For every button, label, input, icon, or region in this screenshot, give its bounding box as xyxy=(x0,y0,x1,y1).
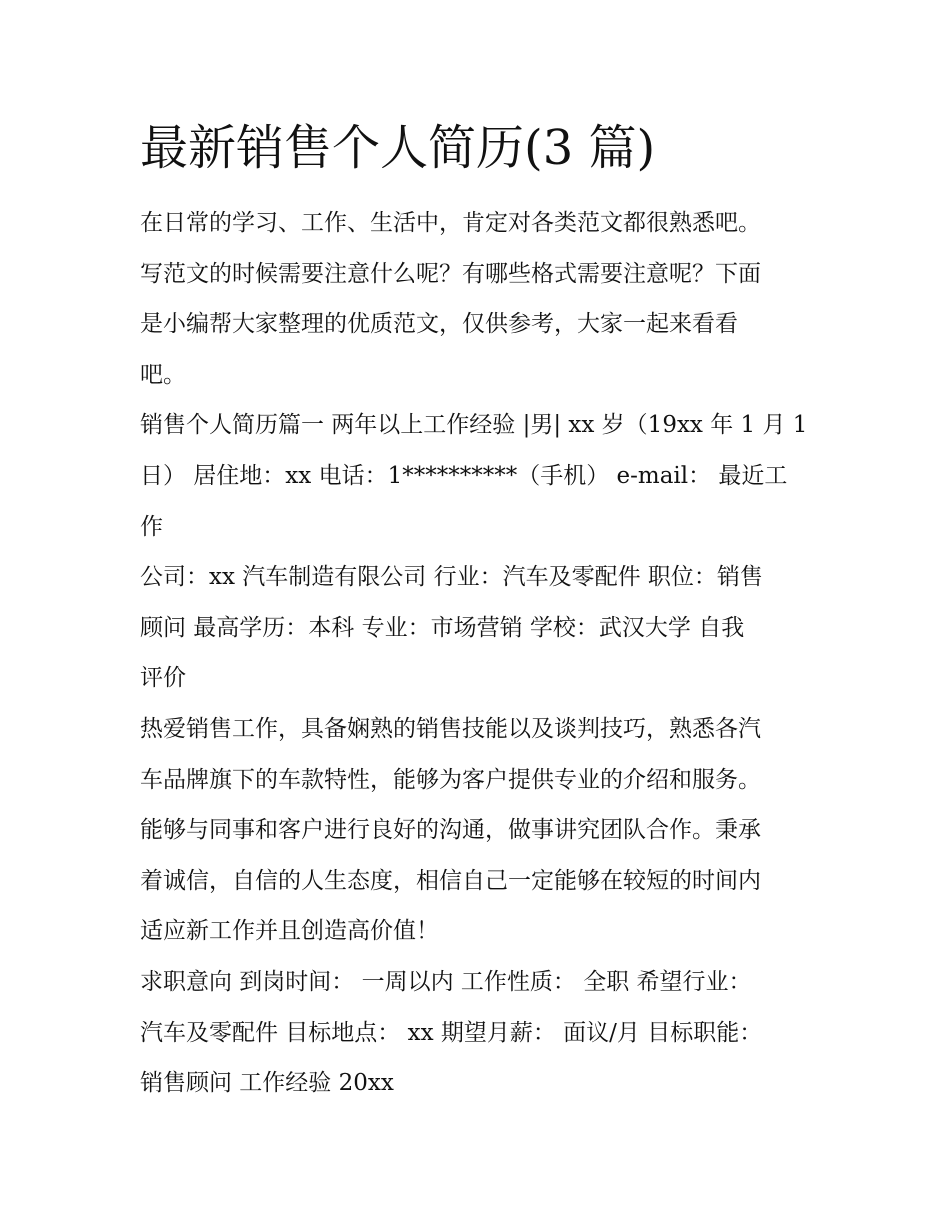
body-line: 公司：xx 汽车制造有限公司 行业：汽车及零配件 职位：销售 xyxy=(140,564,763,591)
body-line: 是小编帮大家整理的优质范文，仅供参考，大家一起来看看 xyxy=(140,311,738,338)
body-line: 适应新工作并且创造高价值！ xyxy=(140,918,439,945)
body-line: 在日常的学习、工作、生活中，肯定对各类范文都很熟悉吧。 xyxy=(140,210,761,236)
body-line: 评价 xyxy=(140,665,186,692)
body-line: 写范文的时候需要注意什么呢？有哪些格式需要注意呢？下面 xyxy=(140,260,761,287)
body-line: 汽车及零配件 目标地点： xx 期望月薪： 面议/月 目标职能： xyxy=(140,1019,763,1046)
body-line: 车品牌旗下的车款特性，能够为客户提供专业的介绍和服务。 xyxy=(140,766,761,793)
body-line: 日） 居住地：xx 电话：1**********（手机） e-mail： 最近工 xyxy=(140,462,788,489)
document-title: 最新销售个人简历(3 篇) xyxy=(140,120,656,176)
body-line: 热爱销售工作，具备娴熟的销售技能以及谈判技巧，熟悉各汽 xyxy=(140,715,761,742)
body-line: 作 xyxy=(140,513,163,540)
body-line: 销售个人简历篇一 两年以上工作经验 |男| xx 岁（19xx 年 1 月 1 xyxy=(140,412,808,439)
body-line: 求职意向 到岗时间： 一周以内 工作性质： 全职 希望行业： xyxy=(140,968,752,995)
document-body xyxy=(140,198,830,1109)
body-line: 销售顾问 工作经验 20xx xyxy=(140,1070,394,1097)
body-line: 着诚信，自信的人生态度，相信自己一定能够在较短的时间内 xyxy=(140,867,761,894)
body-line: 吧。 xyxy=(140,361,186,388)
body-line: 能够与同事和客户进行良好的沟通，做事讲究团队合作。秉承 xyxy=(140,817,761,844)
body-line: 顾问 最高学历：本科 专业：市场营销 学校：武汉大学 自我 xyxy=(140,614,745,641)
